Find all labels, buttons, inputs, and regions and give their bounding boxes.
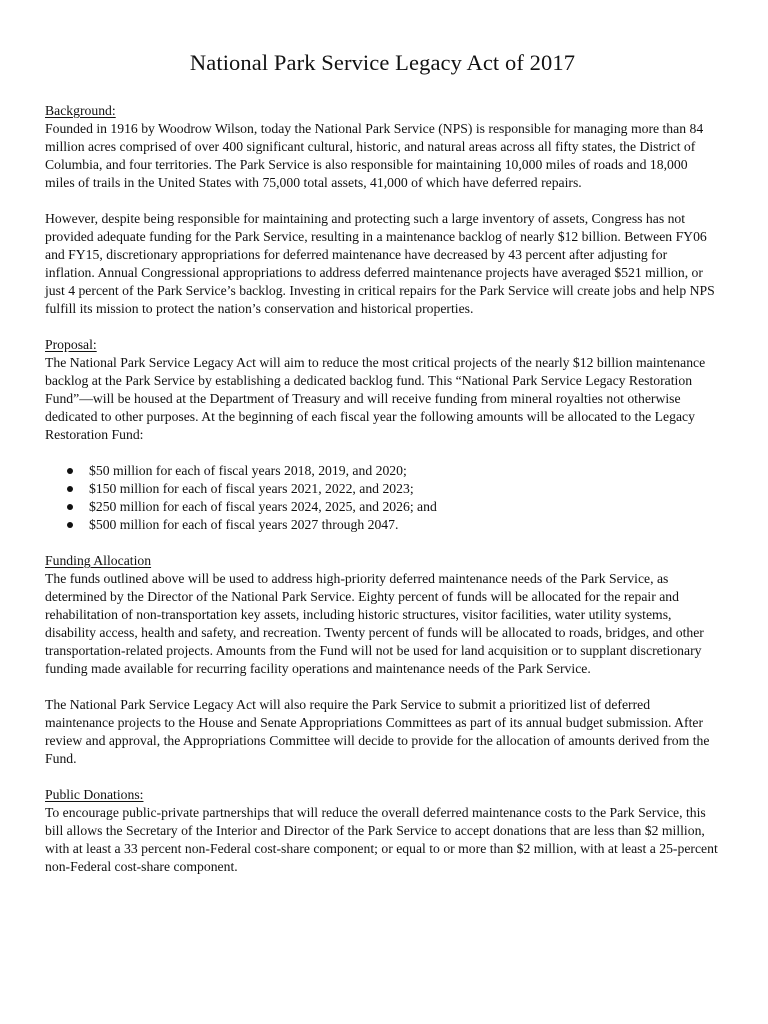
background-paragraph-1: Founded in 1916 by Woodrow Wilson, today the National Park Service (NPS) is responsible for managing more than 84 million acres comprised of over 400 significant cultural, historic, and natural areas across all fifty states, the District of Columbia, and four territories. The Park Service is also responsible for maintaining 10,000 miles of roads and 18,000 miles of trails in the United States with 75,000 total assets, 41,000 of which have deferred repairs. (45, 121, 704, 190)
section-heading-background: Background: (45, 103, 116, 118)
section-heading-funding-allocation: Funding Allocation (45, 553, 152, 568)
background-paragraph-2: However, despite being responsible for maintaining and protecting such a large inventory of assets, Congress has not provided adequate funding for the Park Service, resulting in a maintenance backlog of nearly $12 billion. Between FY06 and FY15, discretionary appropriations for deferred maintenance have decreased by 43 percent after adjusting for inflation. Annual Congressional appropriations to address deferred maintenance projects have averaged $521 million, or just 4 percent of the Park Service’s backlog. Investing in critical repairs for the Park Service will create jobs and help NPS fulfill its mission to protect the nation’s conservation and historical properties. (45, 211, 715, 316)
funding-paragraph-2: The National Park Service Legacy Act will also require the Park Service to submit a prioritized list of deferred maintenance projects to the House and Senate Appropriations Committees as part of its annual budget submission. After review and approval, the Appropriations Committee will decide to provide for the allocation of amounts derived from the Fund. (45, 697, 710, 766)
donations-paragraph-1: To encourage public-private partnerships that will reduce the overall deferred maintenance costs to the Park Service, this bill allows the Secretary of the Interior and Director of the Park Service to accept donations that are less than $2 million, with at least a 33 percent non-Federal cost-share component; or equal to or more than $2 million, with at least a 25-percent non-Federal cost-share component. (45, 805, 718, 874)
section-public-donations (45, 786, 720, 876)
list-item: $150 million for each of fiscal years 2021, 2022, and 2023; (45, 480, 720, 498)
list-item: $250 million for each of fiscal years 2024, 2025, and 2026; and (45, 498, 720, 516)
document-title: National Park Service Legacy Act of 2017 (189, 50, 576, 75)
section-funding-allocation (45, 552, 720, 768)
funding-paragraph-1: The funds outlined above will be used to address high-priority deferred maintenance needs of the Park Service, as determined by the Director of the National Park Service. Eighty percent of funds will be allocated for the repair and rehabilitation of non-transportation key assets, including historic structures, visitor facilities, water utility systems, disability access, health and safety, and recreation. Twenty percent of funds will be allocated to roads, bridges, and other transportation-related projects. Amounts from the Fund will not be used for land acquisition or to supplant discretionary funding made available for recurring facility operations and maintenance needs of the Park Service. (45, 571, 704, 676)
section-background (45, 102, 720, 318)
proposal-paragraph-1: The National Park Service Legacy Act will aim to reduce the most critical projects of the nearly $12 billion maintenance backlog at the Park Service by establishing a dedicated backlog fund. This “National Park Service Legacy Restoration Fund”—will be housed at the Department of Treasury and will receive funding from mineral royalties not otherwise dedicated to other purposes. At the beginning of each fiscal year the following amounts will be allocated to the Legacy Restoration Fund: (45, 355, 706, 442)
section-heading-public-donations: Public Donations: (45, 787, 144, 802)
list-item: $500 million for each of fiscal years 2027 through 2047. (45, 516, 720, 534)
list-item: $50 million for each of fiscal years 2018, 2019, and 2020; (45, 462, 720, 480)
funding-amounts-list (45, 462, 720, 534)
section-heading-proposal: Proposal: (45, 337, 97, 352)
section-proposal (45, 336, 720, 534)
